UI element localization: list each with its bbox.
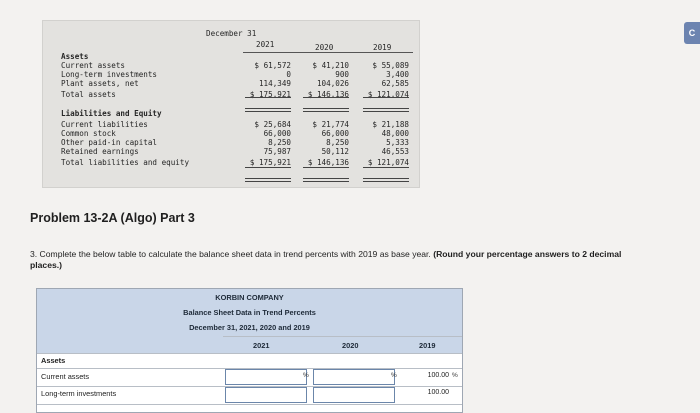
bs-underline: [303, 97, 349, 98]
bs-double-underline: [303, 108, 349, 112]
bs-row-value: 75,987: [263, 147, 291, 156]
table-date-line: December 31, 2021, 2020 and 2019: [189, 323, 310, 332]
bs-row-value: 3,400: [386, 70, 409, 79]
value-long-term-investments-2019: 100.00: [427, 389, 449, 396]
bs-year-2020: 2020: [315, 43, 334, 52]
bs-row-value: $ 41,210: [312, 61, 349, 70]
bs-row-value: 8,250: [326, 138, 349, 147]
row-divider: [37, 404, 462, 405]
bs-row-label: Total liabilities and equity: [61, 158, 190, 167]
bs-underline: [303, 167, 349, 168]
bs-underline: [245, 167, 291, 168]
row-label-long-term-investments: Long-term investments: [41, 389, 117, 398]
bs-row-value: $ 21,188: [372, 120, 409, 129]
col-year-2020: 2020: [342, 341, 359, 350]
header-divider: [223, 336, 462, 337]
instruction-text: 3. Complete the below table to calculate the balance sheet data in trend percents with 2019 as base year.: [30, 249, 431, 259]
bs-row-value: 900: [335, 70, 349, 79]
bs-row-label: Assets: [61, 52, 89, 61]
bs-row-label: Plant assets, net: [61, 79, 139, 88]
row-label-current-assets: Current assets: [41, 372, 90, 381]
input-long-term-investments-2021[interactable]: [225, 387, 307, 403]
bs-row-value: $ 175,921: [249, 90, 291, 99]
pct-current-assets-2020: %: [391, 372, 397, 379]
bs-row-value: $ 146,136: [307, 158, 349, 167]
bs-double-underline: [363, 108, 409, 112]
bs-row-label: Other paid-in capital: [61, 138, 158, 147]
bs-underline: [363, 167, 409, 168]
bs-row-value: $ 146,136: [307, 90, 349, 99]
bs-row-value: $ 61,572: [254, 61, 291, 70]
table-subtitle: Balance Sheet Data in Trend Percents: [183, 308, 316, 317]
trend-table: [36, 288, 463, 413]
bs-row-value: 66,000: [321, 129, 349, 138]
bs-double-underline: [363, 178, 409, 182]
bs-header-rule: [243, 52, 413, 53]
value-current-assets-2019: 100.00: [427, 372, 449, 379]
bs-double-underline: [245, 108, 291, 112]
pct-current-assets-2021: %: [303, 372, 309, 379]
input-current-assets-2020[interactable]: [313, 369, 395, 385]
bs-row-value: 66,000: [263, 129, 291, 138]
bs-row-value: $ 55,089: [372, 61, 409, 70]
trend-table-header: [37, 289, 462, 353]
input-long-term-investments-2020[interactable]: [313, 387, 395, 403]
row-divider: [37, 353, 462, 354]
pct-current-assets-2019: %: [452, 372, 458, 379]
bs-row-value: $ 21,774: [312, 120, 349, 129]
bs-row-label: Retained earnings: [61, 147, 139, 156]
bs-row-value: 104,026: [316, 79, 349, 88]
bs-row-value: 48,000: [381, 129, 409, 138]
bs-row-label: Current liabilities: [61, 120, 148, 129]
bs-row-value: $ 25,684: [254, 120, 291, 129]
bs-underline: [363, 97, 409, 98]
bs-row-label: Total assets: [61, 90, 116, 99]
bs-year-2019: 2019: [373, 43, 392, 52]
input-current-assets-2021[interactable]: [225, 369, 307, 385]
company-name: KORBIN COMPANY: [215, 293, 284, 302]
bs-row-value: 50,112: [321, 147, 349, 156]
bs-row-value: 62,585: [381, 79, 409, 88]
bs-row-value: 0: [286, 70, 291, 79]
bs-row-value: $ 121,074: [367, 90, 409, 99]
bs-row-label: Current assets: [61, 61, 126, 70]
bs-year-2021: 2021: [256, 40, 275, 49]
bs-underline: [245, 97, 291, 98]
bs-row-value: $ 175,921: [249, 158, 291, 167]
side-tab[interactable]: C: [684, 22, 700, 44]
problem-title: Problem 13-2A (Algo) Part 3: [30, 211, 195, 225]
section-assets: Assets: [41, 356, 66, 365]
bs-row-label: Liabilities and Equity: [61, 109, 162, 118]
bs-row-value: 46,553: [381, 147, 409, 156]
bs-row-label: Common stock: [61, 129, 116, 138]
bs-row-value: 114,349: [258, 79, 291, 88]
bs-row-value: 8,250: [268, 138, 291, 147]
bs-double-underline: [245, 178, 291, 182]
instruction: [30, 249, 650, 271]
bs-row-label: Long-term investments: [61, 70, 158, 79]
col-year-2019: 2019: [419, 341, 436, 350]
bs-period-header: December 31: [206, 29, 257, 38]
col-year-2021: 2021: [253, 341, 270, 350]
instruction-rounding: (Round your percentage answers to 2 decimal places.): [30, 249, 622, 270]
bs-row-value: 5,333: [386, 138, 409, 147]
bs-row-value: $ 121,074: [367, 158, 409, 167]
bs-double-underline: [303, 178, 349, 182]
balance-sheet-image: [42, 20, 420, 188]
